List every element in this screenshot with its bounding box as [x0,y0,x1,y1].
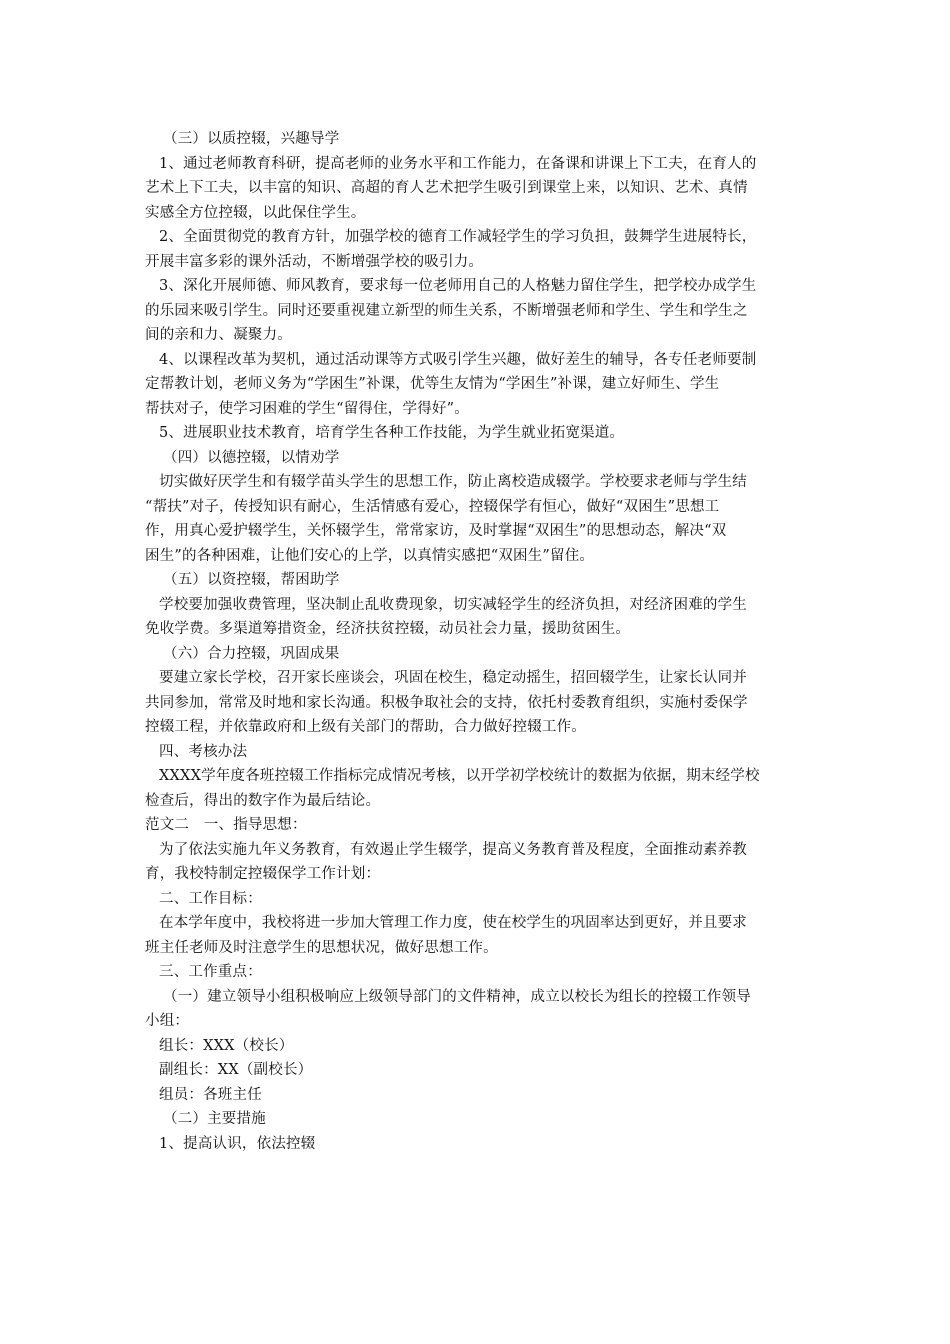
text-line: 1、提高认识，依法控辍 [159,1135,316,1152]
text-line: （六）合力控辍，巩固成果 [163,645,340,662]
text-line: 共同参加，常常及时地和家长沟通。积极争取社会的支持，依托村委教育组织，实施村委保学 [145,694,748,711]
text-line: 切实做好厌学生和有辍学苗头学生的思想工作，防止离校造成辍学。学校要求老师与学生结 [159,474,747,490]
text-line: 艺术上下工夫，以丰富的知识、高超的育人艺术把学生吸引到课堂上来，以知识、艺术、真情 [145,180,748,196]
text-line: 二、工作目标： [159,890,262,907]
text-line: 3、深化开展师德、师风教育，要求每一位老师用自己的人格魅力留住学生，把学校办成学生 [159,278,757,294]
text-line: 1、通过老师教育科研，提高老师的业务水平和工作能力，在备课和讲课上下工夫，在育人的 [159,155,757,172]
text-line: 间的亲和力、凝聚力。 [145,327,292,343]
text-line: （五）以资控辍，帮困助学 [163,572,340,588]
text-line: 实感全方位控辍，以此保住学生。 [145,204,366,221]
text-line: 的乐园来吸引学生。同时还要重视建立新型的师生关系，不断增强老师和学生、学生和学生之 [145,302,748,319]
text-line: 为了依法实施九年义务教育，有效遏止学生辍学，提高义务教育普及程度，全面推动素养教 [159,841,747,858]
text-line: 困生”的各种困难，让他们安心的上学，以真情实感把“双困生”留住。 [145,547,595,564]
text-line: 要建立家长学校，召开家长座谈会，巩固在校生，稳定动摇生，招回辍学生，让家长认同并 [159,670,747,686]
text-line: 开展丰富多彩的课外活动，不断增强学校的吸引力。 [145,253,484,270]
text-line: 控辍工程，并依靠政府和上级有关部门的帮助，合力做好控辍工作。 [145,719,586,735]
text-line: 免收学费。多渠道筹措资金，经济扶贫控辍，动员社会力量，援助贫困生。 [145,621,631,637]
text-line: 4、以课程改革为契机，通过活动课等方式吸引学生兴趣，做好差生的辅导，各专任老师要制 [159,351,757,368]
text-line: 班主任老师及时注意学生的思想状况，做好思想工作。 [145,939,498,956]
text-line: 2、全面贯彻党的教育方针，加强学校的德育工作减轻学生的学习负担，鼓舞学生进展特长， [159,229,757,245]
text-line: 育，我校特制定控辍保学工作计划： [145,866,381,882]
text-line: 组长：XXX（校长） [159,1037,294,1054]
text-line: “帮扶”对子，传授知识有耐心，生活情感有爱心，控辍保学有恒心，做好“双困生”思想工 [145,498,720,515]
text-line: 四、考核办法 [159,743,248,760]
text-line: 组员：各班主任 [159,1086,262,1103]
text-line: 小组： [145,1013,190,1029]
text-line: 帮扶对子，使学习困难的学生“留得住，学得好”。 [145,400,469,417]
text-line: 副组长：XX（副校长） [159,1062,313,1078]
text-line: 范文二 一、指导思想： [145,817,307,833]
text-line: （二）主要措施 [163,1111,266,1127]
text-line: 作，用真心爱护辍学生，关怀辍学生，常常家访，及时掌握“双困生”的思想动态，解决“双 [145,523,727,539]
document-body [145,127,810,1156]
text-line: 检查后，得出的数字作为最后结论。 [145,792,381,809]
text-line: 在本学年度中，我校将进一步加大管理工作力度，使在校学生的巩固率达到更好，并且要求 [159,915,747,931]
text-line: XXXX学年度各班控辍工作指标完成情况考核，以开学初学校统计的数据为依据，期末经学校 [159,768,760,784]
text-line: （一）建立领导小组积极响应上级领导部门的文件精神，成立以校长为组长的控辍工作领导 [163,988,751,1005]
text-line: 5、进展职业技术教育，培育学生各种工作技能，为学生就业拓宽渠道。 [159,425,625,441]
text-line: 三、工作重点： [159,964,262,980]
text-line: 学校要加强收费管理，坚决制止乱收费现象，切实减轻学生的经济负担，对经济困难的学生 [159,596,747,613]
text-line: （四）以德控辍，以情劝学 [163,449,340,466]
text-line: 定帮教计划，老师义务为“学困生”补课，优等生友情为“学困生”补课，建立好师生、学生 [145,376,720,392]
text-line: （三）以质控辍，兴趣导学 [163,131,340,147]
